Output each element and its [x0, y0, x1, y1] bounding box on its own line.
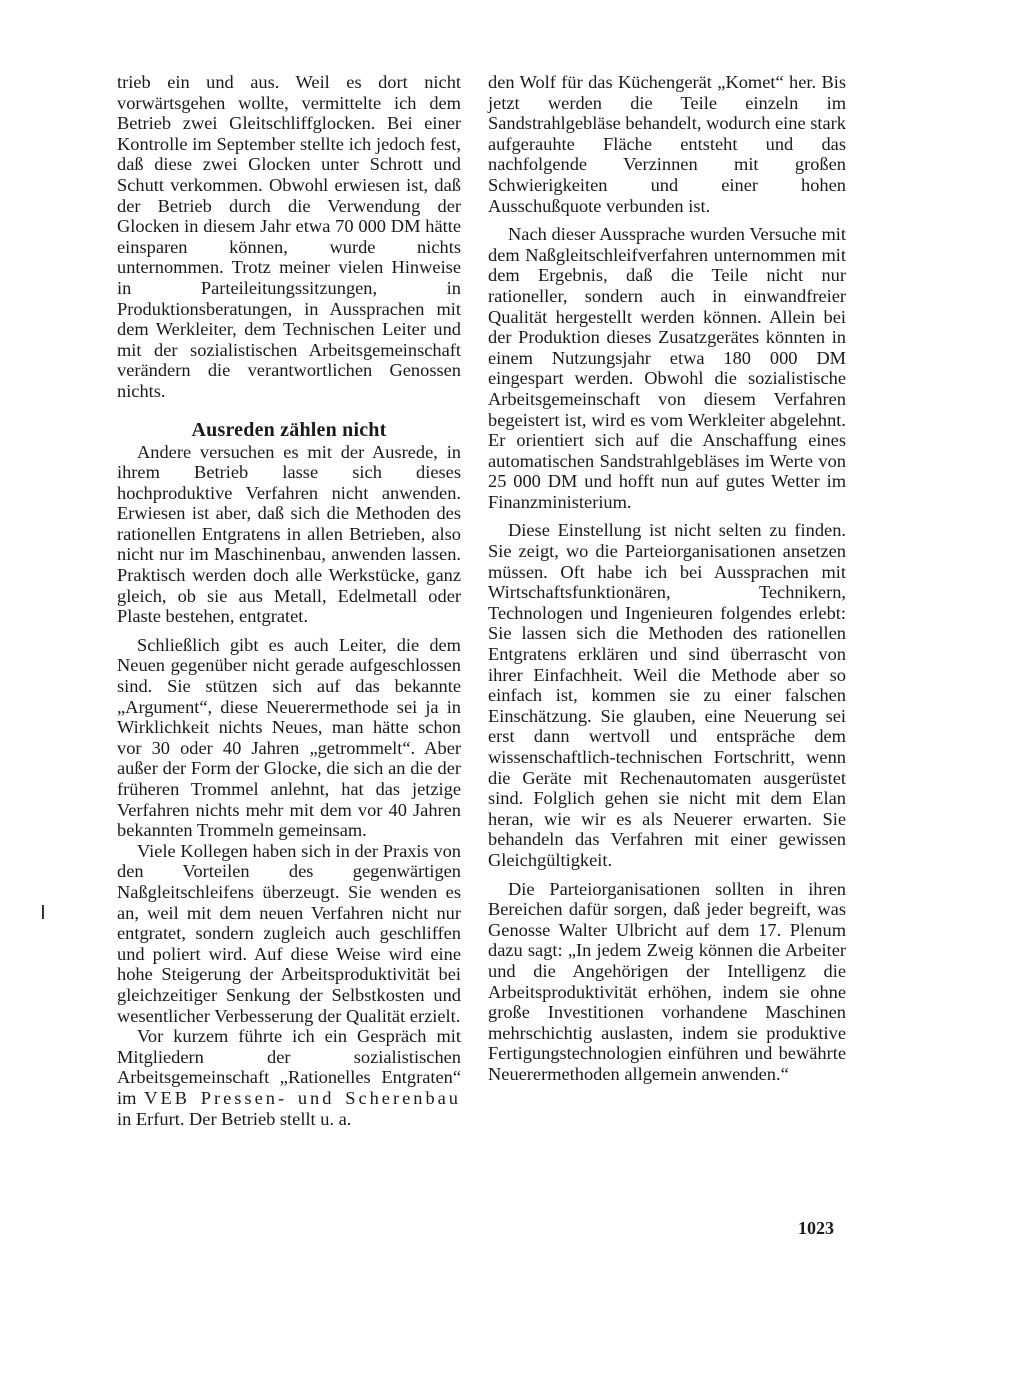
section-heading: Ausreden zählen nicht — [191, 418, 387, 441]
paragraph: Andere versuchen es mit der Ausrede, in ihrem Betrieb lasse sich dieses hochproduktive Verfahren nicht anwenden. Erwiesen ist aber, daß sich die Methoden des rationellen Entgratens in allen Betrieben, also nicht nur im Maschinenbau, anwenden lassen. Praktisch werden doch alle Werkstücke, ganz gleich, ob sie aus Metall, Edelmetall oder Plaste bestehen, entgratet. — [117, 441, 461, 627]
paragraph: Nach dieser Aussprache wurden Versuche mit dem Naßgleitschleifverfahren unternommen mit dem Ergebnis, daß die Teile nicht nur rationeller, sondern auch in einwandfreier Qualität hergestellt werden können. Allein bei der Produktion dieses Zusatzgerätes könnten in einem Nutzungsjahr etwa 180 000 DM eingespart werden. Obwohl die sozialistische Arbeitsgemeinschaft von diesem Verfahren begeistert ist, wird es vom Werkleiter abgelehnt. Er orientiert sich auf die Anschaffung eines automatischen Sandstrahlgebläses im Werte von 25 000 DM und hofft nun auf gutes Wetter im Finanzministerium. — [488, 224, 846, 512]
left-column — [117, 72, 461, 1129]
paragraph-text: Vor kurzem führte ich ein Gespräch mit Mitgliedern der sozialistischen Arbeitsgemeinschaft „Rationelles Entgraten“ im — [117, 1026, 461, 1108]
paragraph: Diese Einstellung ist nicht selten zu finden. Sie zeigt, wo die Parteiorganisationen ansetzen müssen. Oft habe ich bei Aussprachen mit Wirtschaftsfunktionären, Technikern, Technologen und Ingenieuren folgendes erlebt: Sie lassen sich die Methoden des rationellen Entgratens erklären und sind überrascht von ihrer Einfachheit. Weil die Methode aber so einfach ist, kommen sie zu einer falschen Einschätzung. Sie glauben, eine Neuerung sei erst dann wertvoll und entspräche dem wissenschaftlich-technischen Fortschritt, wenn die Geräte mit Rechenautomaten ausgerüstet sind. Folglich gehen sie nicht mit dem Elan heran, wie wir es als Neuerer erwarten. Sie behandeln das Verfahren mit einer gewissen Gleichgültigkeit. — [488, 520, 846, 870]
paragraph: den Wolf für das Küchengerät „Komet“ her. Bis jetzt werden die Teile einzeln im Sandstrahlgebläse behandelt, wodurch eine stark aufgerauhte Fläche entsteht und das nachfolgende Verzinnen mit großen Schwierigkeiten und einer hohen Ausschußquote verbunden ist. — [488, 72, 846, 216]
page-number: 1023 — [798, 1218, 834, 1238]
right-column — [488, 72, 846, 1085]
paragraph — [117, 1026, 461, 1129]
paragraph: Viele Kollegen haben sich in der Praxis von den Vorteilen des gegenwärtigen Naßgleitschleifens überzeugt. Sie wenden es an, weil mit dem neuen Verfahren nicht nur entgratet, sondern zugleich auch geschliffen und poliert wird. Auf diese Weise wird eine hohe Steigerung der Arbeitsproduktivität bei gleichzeitiger Senkung der Selbstkosten und wesentlicher Verbesserung der Qualität erzielt. — [117, 840, 461, 1026]
company-name: VEB Pressen- und Scherenbau — [144, 1087, 461, 1108]
paragraph: trieb ein und aus. Weil es dort nicht vorwärtsgehen wollte, vermittelte ich dem Betrieb zwei Gleitschliffglocken. Bei einer Kontrolle im September stellte ich jedoch fest, daß diese zwei Glocken unter Schrott und Schutt verkommen. Obwohl erwiesen ist, daß der Betrieb durch die Verwendung der Glocken in diesem Jahr etwa 70 000 DM hätte einsparen können, wurde nichts unternommen. Trotz meiner vielen Hinweise in Parteileitungssitzungen, in Produktionsberatungen, in Aussprachen mit dem Werkleiter, dem Technischen Leiter und mit der sozialistischen Arbeitsgemeinschaft verändern die verantwortlichen Genossen nichts. — [117, 72, 461, 401]
paragraph: Schließlich gibt es auch Leiter, die dem Neuen gegenüber nicht gerade aufgeschlossen sind. Sie stützen sich auf das bekannte „Argument“, diese Neuerermethode sei ja in Wirklichkeit nichts Neues, man hätte schon vor 30 oder 40 Jahren „getrommelt“. Aber außer der Form der Glocke, die sich an die der früheren Trommel anlehnt, hat das jetzige Verfahren nichts mehr mit dem vor 40 Jahren bekannten Trommeln gemeinsam. — [117, 634, 461, 841]
paragraph: Die Parteiorganisationen sollten in ihren Bereichen dafür sorgen, daß jeder begreift, was Genosse Walter Ulbricht auf dem 17. Plenum dazu sagt: „In jedem Zweig können die Arbeiter und die Angehörigen der Intelligenz die Arbeitsproduktivität erhöhen, indem sie ohne große Investitionen vorhandene Maschinen mehrschichtig auslasten, indem sie produktive Fertigungstechnologien einführen und bewährte Neuerermethoden allgemein anwenden.“ — [488, 878, 846, 1084]
margin-mark — [42, 905, 44, 919]
paragraph-text: in Erfurt. Der Betrieb stellt u. a. — [117, 1108, 352, 1129]
